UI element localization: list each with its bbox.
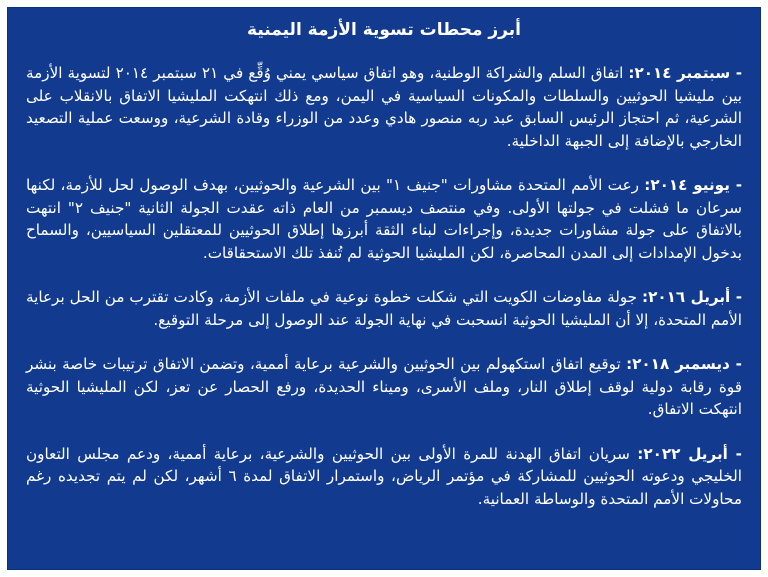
- entry-text: اتفاق السلم والشراكة الوطنية، وهو اتفاق سياسي يمني وُقِّع في ٢١ سبتمبر ٢٠١٤ لتسوية الأزمة بين مليشيا الحوثيين والسلطات والمكونات السياسية في اليمن، ومع ذلك انتهكت المليشيا الاتفاق بالانقلاب على الشرعية، ثم احتجاز الرئيس السابق عبد ربه منصور هادي وعدد من الوزراء وقادة الشرعية، ووسعت عملية التصعيد الخارجي بالإضافة إلى الجبهة الداخلية.: [26, 64, 742, 150]
- panel-title: أبرز محطات تسوية الأزمة اليمنية: [247, 20, 521, 40]
- timeline-entry-dec-2018: [26, 353, 742, 421]
- entry-text: سريان اتفاق الهدنة للمرة الأولى بين الحوثيين والشرعية، برعاية أممية، ودعم مجلس التعاون الخليجي ودعوته الحوثيين للمشاركة في مؤتمر الرياض، واستمرار الاتفاق لمدة ٦ أشهر، لكن لم يتم تجديده رغم محاولات الأمم المتحدة والوساطة العمانية.: [26, 444, 742, 508]
- timeline-entry-apr-2022: [26, 443, 742, 511]
- timeline-entry-jun-2014: [26, 174, 742, 264]
- timeline-panel: [7, 7, 761, 570]
- entry-date: - سبتمبر ٢٠١٤:: [628, 64, 742, 82]
- entry-date: - أبريل ٢٠٢٢:: [637, 444, 742, 463]
- entry-date: - ديسمبر ٢٠١٨:: [626, 355, 742, 373]
- timeline-entries: [8, 62, 760, 510]
- entry-date: - أبريل ٢٠١٦:: [642, 288, 742, 306]
- entry-text: جولة مفاوضات الكويت التي شكلت خطوة نوعية في ملفات الأزمة، وكادت تقترب من الحل برعاية الأمم المتحدة، إلا أن المليشيا الحوثية انسحبت في نهاية الجولة عند الوصول إلى مرحلة التوقيع.: [26, 288, 742, 329]
- entry-text: توقيع اتفاق استكهولم بين الحوثيين والشرعية برعاية أممية، وتضمن الاتفاق ترتيبات خاصة بنشر قوة رقابة دولية لوقف إطلاق النار، وملف الأسرى، وميناء الحديدة، ورفع الحصار عن تعز، لكن المليشيا الحوثية انتهكت الاتفاق.: [26, 355, 742, 418]
- timeline-entry-apr-2016: [26, 286, 742, 331]
- entry-text: رعت الأمم المتحدة مشاورات "جنيف ١" بين الشرعية والحوثيين، بهدف الوصول لحل للأزمة، لكنها سرعان ما فشلت في جولتها الأولى. وفي منتصف ديسمبر من العام ذاته عقدت الجولة الثانية "جنيف ٢" انتهت بالاتفاق على جولة مشاورات جديدة، وإجراءات لبناء الثقة أبرزها إطلاق الحوثيين للمعتقلين السياسيين، والسماح بدخول الإمدادات إلى المدن المحاصرة، لكن المليشيا الحوثية لم تُنفذ تلك الاستحقاقات.: [26, 176, 742, 262]
- entry-date: - يونيو ٢٠١٤:: [644, 176, 742, 194]
- timeline-entry-sep-2014: [26, 62, 742, 152]
